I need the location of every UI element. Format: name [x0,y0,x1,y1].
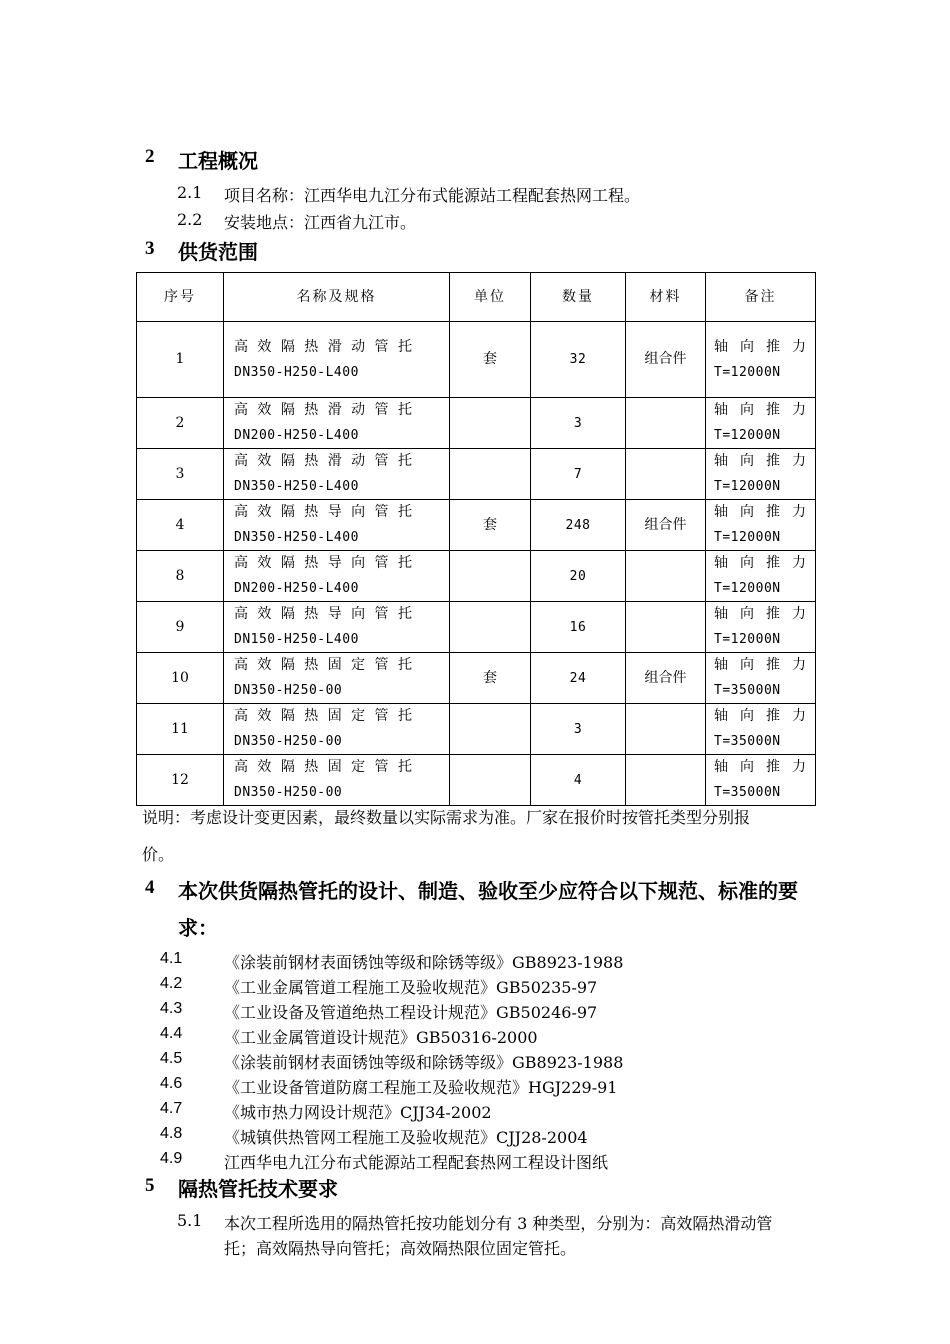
item-name [234,335,412,360]
cell-unit [450,704,531,755]
note-label [714,602,806,627]
note-char: 力 [792,504,806,520]
standard-number: 4.4 [160,1025,183,1042]
cell-name [224,551,450,602]
quantity: 20 [569,568,587,584]
note-label [714,398,806,423]
item-name-char: 热 [304,657,319,673]
item-spec: DN200-H250-L400 [234,581,359,596]
cell-no [137,551,224,602]
item-name-char: 托 [397,504,412,520]
cell-name [224,704,450,755]
note-char: 力 [792,657,806,673]
cell-note [706,602,816,653]
cell-material [626,755,706,806]
note-char: 力 [792,708,806,724]
note-value: T=12000N [714,632,781,647]
cell-no [137,449,224,500]
section-3-number: 3 [145,238,155,259]
item-name-char: 滑 [327,453,342,469]
item-name [234,398,412,423]
cell-qty [531,755,626,806]
item-name-char: 管 [374,657,389,673]
item-name-char: 高 [234,606,248,622]
cell-qty [531,449,626,500]
note-value: T=12000N [714,479,781,494]
note-value: T=12000N [714,581,781,596]
item-name-char: 效 [257,708,272,724]
cell-note [706,322,816,398]
standard-text: 《工业金属管道工程施工及验收规范》GB50235-97 [224,978,598,997]
item-name-char: 定 [351,759,366,775]
item-name-char: 高 [234,504,248,520]
standard-number: 4.7 [160,1100,183,1117]
item-name-char: 管 [374,708,389,724]
note-char: 推 [766,708,780,724]
standard-number: 4.3 [160,1000,183,1017]
note-char: 力 [792,338,806,355]
row-number: 8 [175,567,185,584]
note-char: 轴 [714,453,728,469]
quantity: 3 [573,415,583,431]
note-char: 轴 [714,657,728,673]
note-char: 轴 [714,555,728,571]
note-value: T=12000N [714,428,781,443]
item-name-char: 滑 [327,338,342,355]
item-name [234,449,412,474]
cell-material [626,602,706,653]
item-name-char: 效 [257,606,272,622]
item-name-char: 托 [397,657,412,673]
cell-qty [531,653,626,704]
item-name-char: 导 [327,555,342,571]
cell-unit [450,322,531,398]
cell-no [137,398,224,449]
cell-no [137,500,224,551]
table-row [137,500,816,551]
item-name-char: 管 [374,759,389,775]
item-name-char: 管 [374,338,389,355]
item-2-1-number: 2.1 [177,183,203,202]
item-name-char: 热 [304,555,319,571]
cell-name [224,602,450,653]
item-name-char: 动 [351,402,366,418]
standard-number: 4.6 [160,1075,183,1092]
note-label [714,755,806,780]
item-name-char: 高 [234,402,248,418]
item-name [234,551,412,576]
cell-note [706,704,816,755]
note-char: 向 [740,606,754,622]
section-4-title-line-1: 本次供货隔热管托的设计、制造、验收至少应符合以下规范、标准的要 [178,879,798,903]
item-name-char: 托 [397,338,412,355]
table-row [137,551,816,602]
item-spec: DN150-H250-L400 [234,632,359,647]
standard-number: 4.9 [160,1150,183,1167]
table-row [137,602,816,653]
note-char: 向 [740,453,754,469]
item-name-char: 热 [304,338,319,355]
item-name-char: 固 [327,657,342,673]
standard-number: 4.1 [160,950,183,967]
item-name-char: 高 [234,708,248,724]
item-name-char: 托 [397,402,412,418]
supply-table [136,272,816,806]
table-row [137,755,816,806]
material: 组合件 [644,351,687,367]
item-name-char: 效 [257,555,272,571]
standard-text: 《工业金属管道设计规范》GB50316-2000 [224,1028,538,1047]
note-char: 力 [792,555,806,571]
item-name-char: 向 [351,504,366,520]
table-header-row [137,273,816,322]
item-name-char: 定 [351,657,366,673]
item-name-char: 管 [374,402,389,418]
standard-number: 4.8 [160,1125,183,1142]
note-char: 轴 [714,338,728,355]
cell-no [137,653,224,704]
item-spec: DN350-H250-L400 [234,479,359,494]
cell-unit [450,398,531,449]
cell-unit [450,500,531,551]
cell-note [706,653,816,704]
item-name-char: 高 [234,759,248,775]
item-name-char: 动 [351,453,366,469]
cell-material [626,322,706,398]
item-spec: DN350-H250-L400 [234,364,359,380]
row-number: 11 [171,720,189,737]
unit: 套 [483,351,497,367]
quantity: 16 [569,619,587,635]
row-number: 2 [175,414,185,431]
item-name-char: 动 [351,338,366,355]
note-char: 推 [766,453,780,469]
item-name-char: 高 [234,555,248,571]
header-cell: 名称及规格 [224,273,450,322]
section-4-number: 4 [145,877,155,898]
material: 组合件 [644,516,687,533]
table-body [137,322,816,806]
unit: 套 [483,669,497,686]
cell-name [224,449,450,500]
note-label [714,704,806,729]
header-cell: 序号 [137,273,224,322]
note-char: 向 [740,338,754,355]
item-name [234,602,412,627]
table-row [137,322,816,398]
item-name-char: 隔 [280,657,295,673]
item-name-char: 向 [351,555,366,571]
cell-no [137,322,224,398]
item-5-1-line-1: 本次工程所选用的隔热管托按功能划分有 3 种类型，分别为：高效隔热滑动管 [224,1214,773,1233]
item-name-char: 隔 [280,402,295,418]
item-name-char: 热 [304,453,319,469]
cell-name [224,322,450,398]
quantity: 7 [573,466,583,482]
standard-text: 江西华电九江分布式能源站工程配套热网工程设计图纸 [224,1153,609,1172]
note-char: 推 [766,657,780,673]
quantity: 24 [569,670,587,686]
header-cell: 材料 [626,273,706,322]
item-name-char: 固 [327,759,342,775]
cell-material [626,551,706,602]
note-char: 向 [740,708,754,724]
quantity: 3 [573,721,583,737]
item-name-char: 高 [234,657,248,673]
cell-qty [531,500,626,551]
item-name-char: 热 [304,606,319,622]
cell-qty [531,704,626,755]
cell-material [626,449,706,500]
item-name-char: 管 [374,606,389,622]
section-2-title: 工程概况 [178,149,258,173]
standard-number: 4.2 [160,975,183,992]
note-char: 推 [766,759,780,775]
cell-note [706,500,816,551]
note-char: 推 [766,555,780,571]
standard-text: 《涂装前钢材表面锈蚀等级和除锈等级》GB8923-1988 [224,1053,624,1072]
item-name [234,704,412,729]
table-row [137,398,816,449]
item-name-char: 管 [374,504,389,520]
item-name-char: 效 [257,657,272,673]
table-row [137,653,816,704]
row-number: 1 [175,351,185,367]
note-label [714,551,806,576]
cell-qty [531,551,626,602]
note-char: 力 [792,606,806,622]
note-char: 推 [766,504,780,520]
cell-material [626,704,706,755]
item-name-char: 托 [397,759,412,775]
section-4-title-line-2: 求： [178,916,218,940]
table-note-line-1: 说明：考虑设计变更因素，最终数量以实际需求为准。厂家在报价时按管托类型分别报 [142,808,751,827]
row-number: 9 [175,618,185,635]
cell-note [706,755,816,806]
note-char: 推 [766,338,780,355]
note-label [714,500,806,525]
cell-name [224,500,450,551]
item-name-char: 高 [234,338,248,355]
quantity: 4 [573,772,583,788]
header-cell: 备注 [706,273,816,322]
section-5-title: 隔热管托技术要求 [178,1177,338,1201]
note-char: 向 [740,657,754,673]
cell-unit [450,755,531,806]
header-cell: 单位 [450,273,531,322]
item-name-char: 效 [257,402,272,418]
item-spec: DN350-H250-00 [234,683,343,698]
item-name-char: 隔 [280,453,295,469]
item-name-char: 热 [304,402,319,418]
item-name-char: 效 [257,338,272,355]
note-value: T=35000N [714,785,781,800]
item-name-char: 热 [304,759,319,775]
item-name-char: 托 [397,708,412,724]
item-name-char: 隔 [280,606,295,622]
note-char: 向 [740,504,754,520]
note-value: T=35000N [714,683,781,698]
section-5-number: 5 [145,1175,155,1196]
note-char: 轴 [714,759,728,775]
table-row [137,449,816,500]
item-name-char: 效 [257,453,272,469]
section-3-title: 供货范围 [178,240,258,264]
item-5-1-line-2: 托；高效隔热导向管托；高效隔热限位固定管托。 [224,1239,577,1258]
item-name-char: 热 [304,504,319,520]
item-name [234,755,412,780]
quantity: 32 [569,352,587,367]
cell-note [706,398,816,449]
cell-unit [450,449,531,500]
item-name-char: 向 [351,606,366,622]
note-label [714,449,806,474]
table-row [137,704,816,755]
standard-text: 《涂装前钢材表面锈蚀等级和除锈等级》GB8923-1988 [224,953,624,972]
item-name-char: 定 [351,708,366,724]
note-value: T=35000N [714,734,781,749]
item-name-char: 托 [397,453,412,469]
section-2-number: 2 [145,146,155,167]
cell-unit [450,551,531,602]
item-name-char: 隔 [280,708,295,724]
item-spec: DN350-H250-00 [234,734,343,749]
item-2-1-text: 项目名称：江西华电九江分布式能源站工程配套热网工程。 [224,186,641,205]
item-name [234,500,412,525]
item-name-char: 隔 [280,759,295,775]
cell-name [224,398,450,449]
item-name-char: 热 [304,708,319,724]
item-name [234,653,412,678]
item-2-2-number: 2.2 [177,210,203,229]
cell-name [224,755,450,806]
cell-qty [531,398,626,449]
item-name-char: 隔 [280,504,295,520]
cell-unit [450,653,531,704]
cell-material [626,500,706,551]
item-name-char: 导 [327,606,342,622]
standard-text: 《工业设备及管道绝热工程设计规范》GB50246-97 [224,1003,598,1022]
note-label [714,653,806,678]
standard-text: 《城镇供热管网工程施工及验收规范》CJJ28-2004 [224,1128,588,1147]
row-number: 4 [175,516,185,533]
note-value: T=12000N [714,530,781,545]
item-name-char: 导 [327,504,342,520]
note-char: 轴 [714,402,728,418]
item-spec: DN350-H250-00 [234,785,343,800]
cell-name [224,653,450,704]
cell-material [626,653,706,704]
item-name-char: 固 [327,708,342,724]
cell-material [626,398,706,449]
item-name-char: 托 [397,606,412,622]
note-char: 力 [792,453,806,469]
note-char: 力 [792,402,806,418]
note-char: 推 [766,402,780,418]
header-cell: 数量 [531,273,626,322]
cell-no [137,704,224,755]
note-value: T=12000N [714,364,781,380]
row-number: 3 [175,465,185,482]
cell-qty [531,322,626,398]
standard-text: 《工业设备管道防腐工程施工及验收规范》HGJ229-91 [224,1078,618,1097]
standard-text: 《城市热力网设计规范》CJJ34-2002 [224,1103,492,1122]
item-name-char: 效 [257,759,272,775]
item-2-2-text: 安装地点：江西省九江市。 [224,213,417,232]
unit: 套 [483,516,497,533]
note-char: 轴 [714,708,728,724]
item-5-1-number: 5.1 [177,1211,203,1230]
item-name-char: 高 [234,453,248,469]
cell-no [137,602,224,653]
item-name-char: 效 [257,504,272,520]
note-char: 向 [740,402,754,418]
cell-unit [450,602,531,653]
item-name-char: 滑 [327,402,342,418]
cell-note [706,449,816,500]
item-name-char: 隔 [280,338,295,355]
note-char: 向 [740,555,754,571]
note-char: 轴 [714,606,728,622]
item-spec: DN200-H250-L400 [234,428,359,443]
material: 组合件 [644,669,687,686]
cell-note [706,551,816,602]
cell-no [137,755,224,806]
note-label [714,335,806,360]
note-char: 推 [766,606,780,622]
note-char: 力 [792,759,806,775]
note-char: 向 [740,759,754,775]
item-spec: DN350-H250-L400 [234,530,359,545]
table-note-line-2: 价。 [142,845,175,864]
item-name-char: 管 [374,453,389,469]
quantity: 248 [565,517,591,533]
cell-qty [531,602,626,653]
row-number: 12 [171,771,189,788]
item-name-char: 托 [397,555,412,571]
item-name-char: 隔 [280,555,295,571]
item-name-char: 管 [374,555,389,571]
note-char: 轴 [714,504,728,520]
standard-number: 4.5 [160,1050,183,1067]
row-number: 10 [171,669,189,686]
